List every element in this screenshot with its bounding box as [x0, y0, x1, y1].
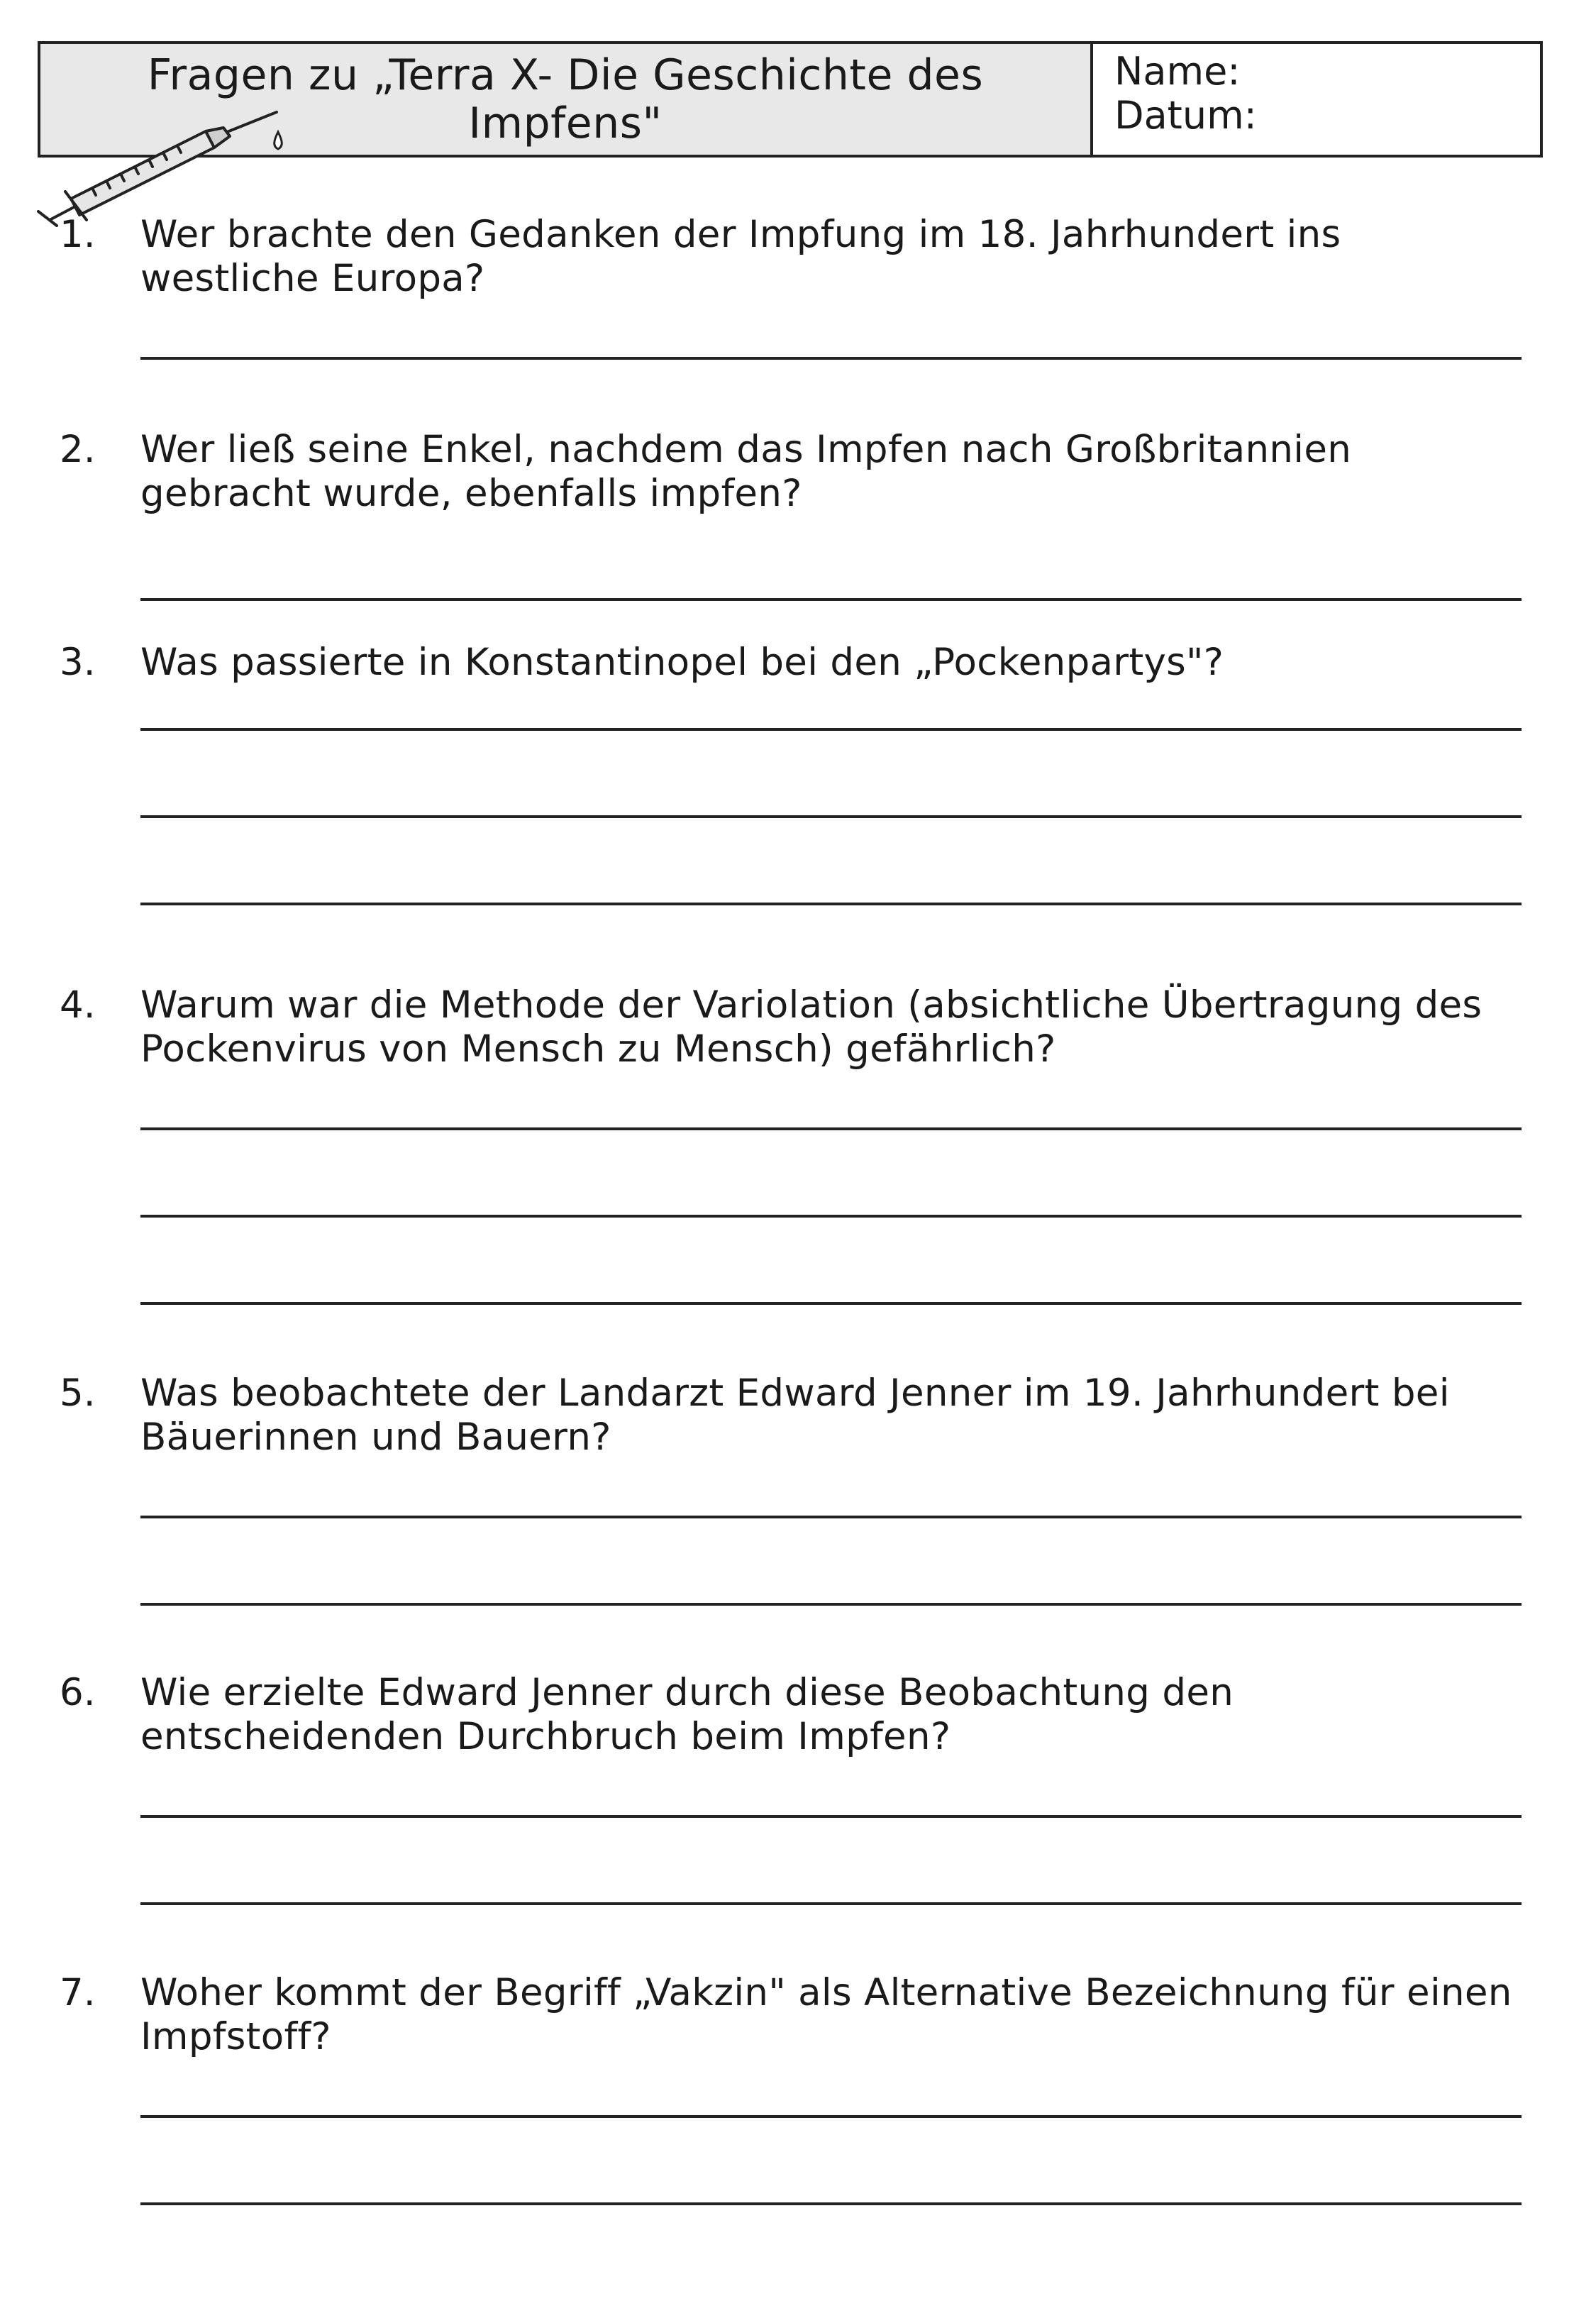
question-number: 7. [60, 1971, 96, 2014]
name-label: Name: [1114, 49, 1241, 94]
question-text: Wer brachte den Gedanken der Impfung im 18. Jahrhundert ins westliche Europa? [140, 213, 1341, 300]
answer-line[interactable] [140, 1516, 1522, 1518]
answer-line[interactable] [140, 1902, 1522, 1905]
question-text: Woher kommt der Begriff „Vakzin" als Alternative Bezeichnung für einen Impfstoff? [140, 1971, 1512, 2058]
question-text: Was passierte in Konstantinopel bei den „Pockenpartys"? [140, 641, 1224, 684]
answer-line[interactable] [140, 1127, 1522, 1130]
question-text: Wie erzielte Edward Jenner durch diese Beobachtung den entscheidenden Durchbruch beim Impfen? [140, 1671, 1234, 1758]
question-number: 6. [60, 1671, 96, 1714]
question-number: 4. [60, 983, 96, 1027]
question-number: 3. [60, 641, 96, 684]
question-text: Warum war die Methode der Variolation (absichtliche Übertragung des Pockenvirus von Mensch zu Mensch) gefährlich? [140, 983, 1483, 1071]
answer-line[interactable] [140, 2115, 1522, 2118]
date-label: Datum: [1114, 93, 1257, 138]
answer-line[interactable] [140, 2202, 1522, 2205]
question-text: Wer ließ seine Enkel, nachdem das Impfen nach Großbritannien gebracht wurde, ebenfalls impfen? [140, 428, 1352, 515]
answer-line[interactable] [140, 815, 1522, 818]
syringe-icon [28, 106, 291, 227]
question-text: Was beobachtete der Landarzt Edward Jenner im 19. Jahrhundert bei Bäuerinnen und Bauern? [140, 1372, 1450, 1459]
answer-line[interactable] [140, 1815, 1522, 1818]
answer-line[interactable] [140, 903, 1522, 905]
question-number: 1. [60, 213, 96, 256]
answer-line[interactable] [140, 1603, 1522, 1606]
answer-line[interactable] [140, 728, 1522, 731]
answer-line[interactable] [140, 1302, 1522, 1305]
answer-line[interactable] [140, 598, 1522, 601]
worksheet-title: Fragen zu „Terra X- Die Geschichte des Impfens" [147, 50, 984, 148]
question-number: 5. [60, 1372, 96, 1415]
name-date-cell [1093, 44, 1540, 155]
answer-line[interactable] [140, 357, 1522, 360]
question-number: 2. [60, 428, 96, 471]
answer-line[interactable] [140, 1215, 1522, 1218]
